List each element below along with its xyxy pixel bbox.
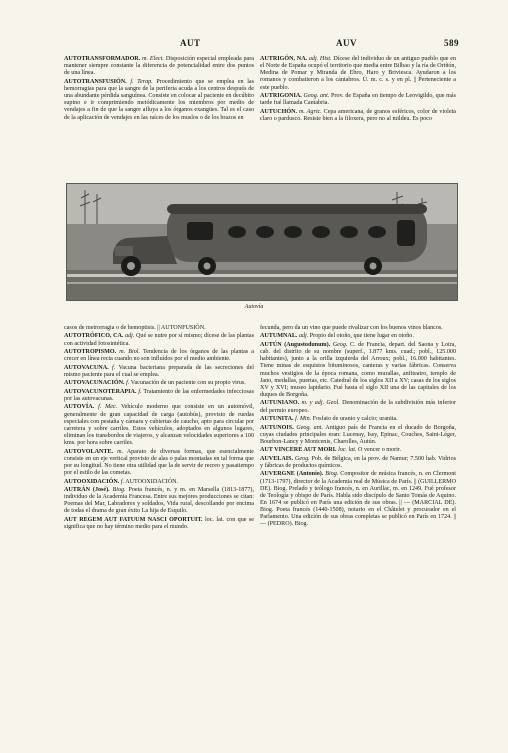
dictionary-entry xyxy=(64,333,254,347)
entry-headword: AUTOTRANSFUSIÓN. xyxy=(64,78,127,85)
entry-definition: Antiguo país de Francia en el ducado de Borgoña, cuyas ciudades principales eran: Lucenay, Issy, Epinac, Couches, Saint-Léger, Bourbon-Lancy y Montcenis, Charolles, Autún. xyxy=(260,424,457,445)
entry-meta: adj. xyxy=(298,333,309,340)
entry-headword: AUTUNOIS. xyxy=(260,424,294,431)
entry-definition: Vacunación de un paciente con su propio virus. xyxy=(130,380,246,387)
entry-meta: m. Biol. xyxy=(119,349,140,356)
entry-headword: AUTUNIANO. xyxy=(260,400,300,407)
entry-meta: f. Terap. xyxy=(130,78,153,85)
entry-definition: Cepa americana, de granos esféricos, color de violeta claro o pardusco. Resiste bien a la filoxera, pero no al mildeu. Es poco xyxy=(260,108,456,122)
dictionary-entry xyxy=(260,425,456,446)
entry-headword: AUTUNITA. xyxy=(260,416,294,423)
entry-definition: Disposición especial empleada para mantener siempre constante la diferencia de potencialidad entre dos puntos de una línea. xyxy=(64,56,254,77)
entry-meta: f. xyxy=(112,364,116,371)
entry-meta: m. Agric. xyxy=(298,108,322,115)
dictionary-entry xyxy=(64,517,254,531)
entry-meta: f. xyxy=(126,380,130,387)
entry-meta: f. xyxy=(138,388,142,395)
running-head-right: AUV xyxy=(336,38,357,48)
entry-meta: loc. lat. xyxy=(338,447,357,454)
entry-meta: f. Mec. xyxy=(98,404,118,411)
entry-meta: Biog. xyxy=(325,471,339,478)
entry-headword: AUTRÁN (José). xyxy=(64,486,110,493)
entry-meta: f. Min. xyxy=(295,416,312,423)
entry-headword: AUT REGEM AUT FATUUM NASCI OPORTUIT. xyxy=(64,516,203,523)
entry-headword: AUTOTROPISMO. xyxy=(64,349,117,356)
dictionary-entry xyxy=(260,342,456,399)
entry-headword: AUTOOXIDACIÓN. xyxy=(64,478,120,485)
column-left-bottom xyxy=(64,325,254,532)
entry-definition: C. de Francia, depart. del Saona y Loira, cab. del distrito de su nombre (superf., 1.877 kms. cuad.; pobl., 125.000 habitantes), junto a la orilla izquierda del Arroux; pobl., 16.000 habitantes. Tiene minas de esquistos bituminosos, canteras y varias fábricas. Conserva muchos vestigios de la época romana, como murallas, anfiteatro, templo de Jano, medallas, puertas, etc. Catedral de los siglos XII a XV; casas de los siglos XV y XVI; museo lapidario. Fué hasta el siglo XII una de las capitales de los duques de Borgoña. xyxy=(260,341,456,398)
entry-definition: loc. lat. con que se significa que no hay término medio para el mundo. xyxy=(64,516,254,531)
column-left-top xyxy=(64,56,254,123)
dictionary-entry xyxy=(260,325,456,332)
entry-headword: AUVELAIS. xyxy=(260,455,294,462)
running-head-left: AUT xyxy=(180,38,201,48)
dictionary-entry xyxy=(64,349,254,363)
entry-meta: Geog. xyxy=(294,455,310,462)
dictionary-entry xyxy=(64,487,254,516)
column-right-top xyxy=(260,56,456,124)
entry-headword: AUTOVACUNACIÓN. xyxy=(64,380,125,387)
entry-definition: Denominación de la subdivisión más inferior del permio europeo. xyxy=(260,400,456,414)
entry-definition: Aparato de diversas formas, que esencialmente consiste en un eje vertical provisto de alas o palas montadas en tal forma que por su longitud. No tiene otra utilidad que la de servir de recreo y pasatiempo por el estilo de las cometas. xyxy=(64,448,254,477)
entry-headword: AUTRIGONIA. xyxy=(260,93,302,100)
dictionary-entry xyxy=(260,447,456,454)
entry-definition: Procedimiento que se emplea en las hemorragias para que la sangre de la periferia acuda a los centros después de una abundante pérdida sanguínea. Consiste en colocar al paciente en decúbito supino e ir comprimiendo metódicamente los miembros por medio de vendajes a fin de que la sangre afluya a los órganos exangües. Tal es el caso de la aplicación de vendajes en las raíces de los muslos o de los brazos en xyxy=(64,78,254,121)
entry-definition: Tratamiento de las enfermedades infecciosas por las autovacunas. xyxy=(64,388,254,402)
entry-meta: Geog. xyxy=(332,341,348,348)
entry-definition: Dícese del individuo de un antiguo pueblo que en el Norte de España ocupó el territorio que media entre Bilbao y la ría de Oriñón, Medina de Pomar y Miranda de Ebro, Haro y Briviesca. Ayudaron a los romanos y combatieron a los cántabros. Ú. m. c. s. y en pl. || Perteneciente a este pueblo. xyxy=(260,56,456,91)
entry-definition: Compositor de música francés, n. en Clermont (1713-1797), director de la Academia real de Música de París. || (GUILLERMO DE). Biog. Prelado y teólogo francés, n. en Aurillac, m. en 1249. Fué profesor de Teología y obispo de París. Habla sido discípulo de Santo Tomás de Aquino. En 1674 se publicó en París una edición de sus obras. || — (MARCIAL DE). Biog. Poeta francés (1440-1508), notario en el Châtelet y procurador en el Parlamento. Una edición de sus obras completas se publicó en París en 1724. || — (PEDRO). Biog. xyxy=(260,471,456,528)
entry-definition: Tendencia de los órganos de las plantas a crecer en línea recta cuando no son influídos por el medio ambiente. xyxy=(64,349,254,363)
entry-meta: m. xyxy=(117,448,124,455)
entry-headword: AUTOVACUNOTERAPIA. xyxy=(64,388,137,395)
entry-definition: Fosfato de uranio y calcio; uranita. xyxy=(312,416,398,423)
dictionary-entry xyxy=(64,404,254,447)
dictionary-entry xyxy=(260,471,456,528)
entry-meta: Geog. ant. xyxy=(303,93,330,100)
entry-headword: AUTOVOLANTE. xyxy=(64,448,114,455)
dictionary-entry xyxy=(64,79,254,122)
dictionary-entry xyxy=(64,389,254,403)
entry-meta: m. Elect. xyxy=(142,56,164,62)
entry-definition: casos de metrorragia o de hemoptisis. || AUTONFUSIÓN. xyxy=(64,325,206,331)
entry-headword: AUT VINCERE AUT MORI. xyxy=(260,447,337,454)
entry-meta: f. xyxy=(120,478,124,485)
entry-headword: AUTOVACUNA. xyxy=(64,364,109,371)
entry-definition: Vacuna bacteriana preparada de las secreciones del mismo paciente para el cual se emplea. xyxy=(64,364,254,378)
entry-headword: AUTÚN (Augustodunum). xyxy=(260,341,331,348)
entry-headword: AUTOTRANSFORMADOR. xyxy=(64,56,141,62)
dictionary-entry xyxy=(260,333,456,340)
entry-meta: m. y adj. Geol. xyxy=(301,400,340,407)
entry-definition: fecunda, pero da un vino que puede rivalizar con los buenos vinos blancos. xyxy=(260,325,443,331)
dictionary-entry xyxy=(260,456,456,470)
entry-definition: Prov. de España en tiempo de Leovigildo, que más tarde fué llamada Cantabria. xyxy=(260,93,456,107)
dictionary-entry xyxy=(64,325,254,332)
entry-definition: O vencer o morir. xyxy=(358,447,402,454)
entry-headword: AUTOVÍA. xyxy=(64,404,95,411)
column-right-bottom xyxy=(260,325,456,530)
dictionary-entry xyxy=(64,479,254,486)
entry-definition: Propio del otoño, que tiene lugar en otoño. xyxy=(309,333,414,340)
autovia-illustration xyxy=(67,184,457,300)
entry-headword: AUTOTRÓFICO, CA. xyxy=(64,333,124,340)
running-head xyxy=(0,38,508,52)
dictionary-entry xyxy=(260,56,456,92)
entry-definition: Pob. de Bélgica, en la prov. de Namur; 7.500 hab. Vidrios y fábricas de productos químicos. xyxy=(260,455,456,469)
entry-definition: Qué se nutre por sí mismo; dícese de las plantas con actividad fotosintética. xyxy=(64,333,254,347)
dictionary-entry xyxy=(64,56,254,77)
entry-meta: adj. Hist. xyxy=(308,56,332,62)
entry-meta: Geog. ant. xyxy=(296,424,323,431)
entry-headword: AUTUCHÓN. xyxy=(260,108,298,115)
entry-meta: adj. xyxy=(125,333,135,340)
entry-definition: AUTOOXIDACIÓN. xyxy=(125,478,179,485)
page-number: 589 xyxy=(444,38,459,48)
dictionary-entry xyxy=(64,380,254,387)
entry-headword: AUTUMNAL. xyxy=(260,333,298,340)
dictionary-entry xyxy=(260,416,456,423)
entry-definition: Poeta francés, n. y m. en Marsella (1813-1877), individuo de la Academia Francesa. Entre sus mejores producciones se citan: Poemas del Mar, Labradores y soldados, Vida rural, descollando por encima de todas el drama de gran éxito La hija de Esquilo. xyxy=(64,486,254,515)
dictionary-entry xyxy=(64,449,254,478)
entry-definition: Vehículo moderno que consiste en un automóvil, generalmente de gran capacidad de carga (autobús), provisto de ruedas especiales con pestaña y cámara y cubiertas de caucho, apto para circular por carretera y sobre carriles. Estos vehículos, adoptados en algunos lugares, eliminan los transbordos de viajeros, y alcanzan velocidades superiores a 100 kms. por hora sobre carriles. xyxy=(64,404,254,447)
dictionary-entry xyxy=(64,365,254,379)
entry-meta: Biog. xyxy=(112,486,126,493)
dictionary-entry xyxy=(260,400,456,414)
dictionary-entry xyxy=(260,93,456,107)
entry-headword: AUVERGNE (Antonio). xyxy=(260,471,324,478)
dictionary-entry xyxy=(260,109,456,123)
figure-caption: Autovía xyxy=(244,304,264,310)
entry-headword: AUTRIGÓN, NA. xyxy=(260,56,308,62)
autovia-photo xyxy=(66,183,458,301)
